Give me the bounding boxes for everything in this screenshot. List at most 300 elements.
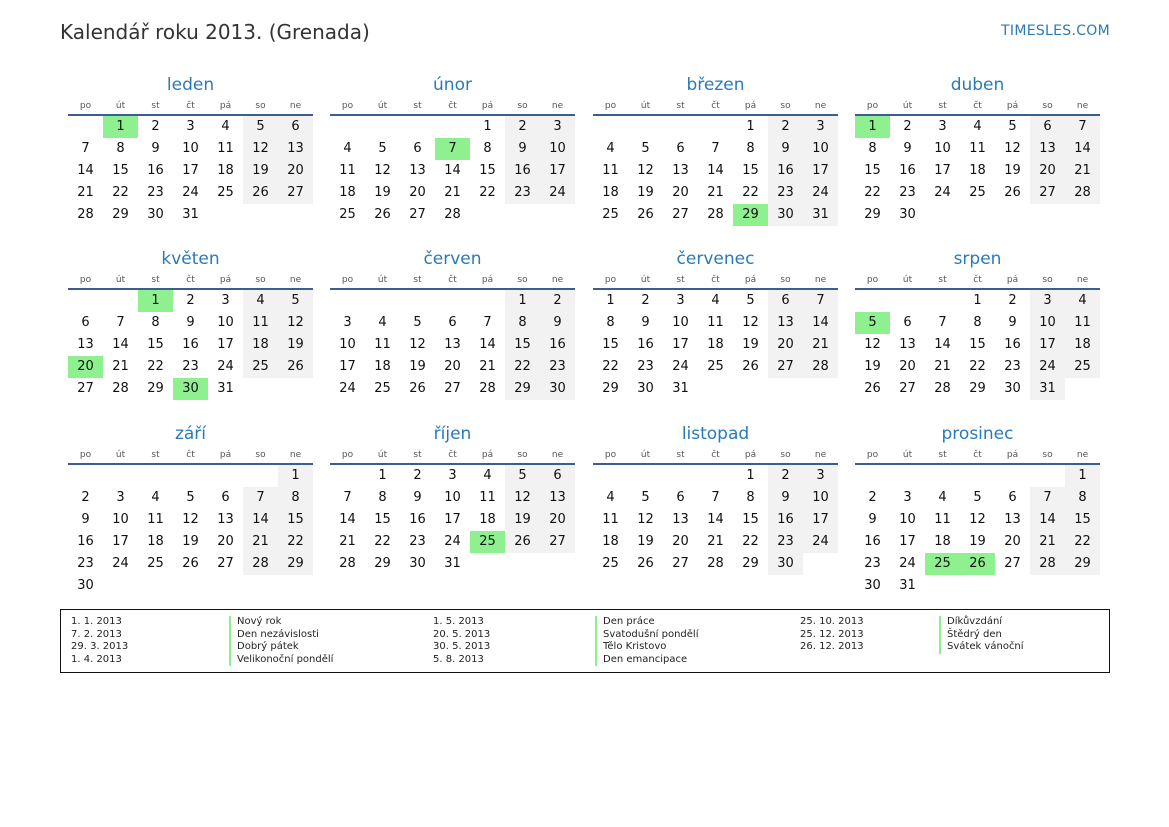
empty-cell: [365, 290, 400, 312]
day-cell: 27: [768, 356, 803, 378]
weekday-label: po: [866, 101, 879, 111]
holiday-names-col-3: [939, 616, 1024, 654]
month-8: [855, 246, 1100, 400]
day-cell: 25: [147, 556, 164, 571]
day-cell: 19: [243, 160, 278, 182]
day-cell: 20: [672, 185, 689, 200]
holiday-date: 5. 8. 2013: [433, 653, 484, 665]
day-cell: 5: [746, 293, 755, 308]
weekday-label: so: [1042, 275, 1053, 285]
day-cell: 9: [186, 315, 195, 330]
day-cell: 25: [707, 359, 724, 374]
holiday-day-cell: 25: [470, 531, 505, 553]
day-cell: 8: [746, 490, 755, 505]
day-cell: 9: [505, 138, 540, 160]
empty-cell: [593, 465, 628, 487]
holiday-names-col-1: [229, 616, 333, 666]
day-cell: 31: [217, 381, 234, 396]
weekday-label: út: [640, 450, 651, 460]
empty-cell: [628, 465, 663, 487]
weekday-label: so: [255, 450, 266, 460]
day-cell: 4: [606, 490, 615, 505]
day-cell: 19: [278, 334, 313, 356]
month-name: květen: [161, 249, 220, 269]
weekday-label: po: [866, 275, 879, 285]
day-cell: 7: [938, 315, 947, 330]
day-cell: 13: [672, 512, 689, 527]
weekday-label: so: [780, 275, 791, 285]
day-cell: 20: [217, 534, 234, 549]
day-cell: 23: [637, 359, 654, 374]
day-cell: 12: [243, 138, 278, 160]
day-cell: 14: [934, 337, 951, 352]
day-cell: 4: [1065, 290, 1100, 312]
empty-cell: [593, 116, 628, 138]
day-cell: 26: [637, 207, 654, 222]
day-cell: 2: [540, 290, 575, 312]
holiday-day-cell: 1: [103, 116, 138, 138]
weekday-label: pá: [1006, 275, 1019, 285]
weekday-label: ne: [551, 450, 564, 460]
day-cell: 8: [868, 141, 877, 156]
day-cell: 11: [1065, 312, 1100, 334]
day-cell: 15: [479, 163, 496, 178]
day-cell: 15: [742, 512, 759, 527]
day-cell: 3: [938, 119, 947, 134]
day-cell: 27: [444, 381, 461, 396]
weekday-header: [593, 272, 838, 290]
day-cell: 12: [637, 512, 654, 527]
weekday-label: st: [938, 450, 947, 460]
empty-cell: [68, 465, 103, 487]
day-cell: 19: [505, 509, 540, 531]
day-cell: 4: [151, 490, 160, 505]
weekday-header: [593, 447, 838, 465]
day-cell: 23: [768, 531, 803, 553]
day-cell: 28: [803, 356, 838, 378]
day-cell: 30: [637, 381, 654, 396]
day-cell: 9: [81, 512, 90, 527]
day-cell: 19: [182, 534, 199, 549]
day-cell: 26: [374, 207, 391, 222]
weekday-label: út: [115, 450, 126, 460]
day-cell: 25: [339, 207, 356, 222]
weekday-label: čt: [711, 275, 720, 285]
day-cell: 20: [899, 359, 916, 374]
holiday-date: 20. 5. 2013: [433, 628, 491, 640]
day-cell: 3: [540, 116, 575, 138]
weekday-label: ne: [289, 101, 302, 111]
month-7: [593, 246, 838, 400]
holiday-list: [60, 609, 1110, 673]
day-cell: 19: [1004, 163, 1021, 178]
day-cell: 25: [217, 185, 234, 200]
day-cell: 24: [672, 359, 689, 374]
weekday-label: pá: [481, 450, 494, 460]
month-12: [855, 421, 1100, 597]
day-cell: 28: [479, 381, 496, 396]
day-cell: 20: [672, 534, 689, 549]
day-cell: 31: [1030, 378, 1065, 400]
day-cell: 28: [1030, 553, 1065, 575]
day-cell: 10: [540, 138, 575, 160]
day-cell: 1: [505, 290, 540, 312]
weekday-label: po: [866, 450, 879, 460]
day-cell: 30: [147, 207, 164, 222]
day-cell: 8: [378, 490, 387, 505]
weekday-label: čt: [448, 101, 457, 111]
holiday-date: 1. 5. 2013: [433, 616, 484, 627]
day-cell: 30: [409, 556, 426, 571]
day-cell: 10: [444, 490, 461, 505]
weekday-label: čt: [448, 275, 457, 285]
holiday-day-cell: 26: [960, 553, 995, 575]
day-cell: 24: [444, 534, 461, 549]
day-cell: 18: [147, 534, 164, 549]
day-cell: 26: [243, 182, 278, 204]
day-cell: 15: [742, 163, 759, 178]
day-cell: 22: [969, 359, 986, 374]
day-cell: 18: [374, 359, 391, 374]
holiday-name: Svátek vánoční: [939, 641, 1024, 654]
day-cell: 13: [1004, 512, 1021, 527]
weekday-header: [593, 98, 838, 116]
day-cell: 29: [969, 381, 986, 396]
day-cell: 8: [505, 312, 540, 334]
day-cell: 9: [903, 141, 912, 156]
day-grid: [68, 290, 313, 400]
weekday-label: pá: [219, 450, 232, 460]
day-cell: 19: [742, 337, 759, 352]
weekday-label: po: [79, 275, 92, 285]
day-cell: 28: [934, 381, 951, 396]
day-cell: 19: [864, 359, 881, 374]
day-cell: 21: [77, 185, 94, 200]
day-cell: 1: [606, 293, 615, 308]
day-cell: 13: [444, 337, 461, 352]
weekday-header: [330, 447, 575, 465]
weekday-label: pá: [744, 101, 757, 111]
day-cell: 3: [1030, 290, 1065, 312]
day-cell: 4: [938, 490, 947, 505]
day-cell: 14: [803, 312, 838, 334]
day-cell: 18: [217, 163, 234, 178]
day-cell: 28: [444, 207, 461, 222]
day-cell: 7: [243, 487, 278, 509]
day-cell: 17: [112, 534, 129, 549]
weekday-label: čt: [186, 275, 195, 285]
day-cell: 30: [768, 553, 803, 575]
day-cell: 11: [243, 312, 278, 334]
holiday-day-cell: 5: [855, 312, 890, 334]
day-cell: 1: [973, 293, 982, 308]
day-cell: 5: [413, 315, 422, 330]
day-cell: 24: [1030, 356, 1065, 378]
day-grid: [855, 290, 1100, 400]
day-cell: 28: [77, 207, 94, 222]
holiday-name: Den práce: [595, 616, 698, 629]
day-cell: 20: [409, 185, 426, 200]
day-cell: 23: [899, 185, 916, 200]
day-cell: 14: [112, 337, 129, 352]
weekday-header: [68, 98, 313, 116]
day-cell: 10: [339, 337, 356, 352]
day-cell: 29: [602, 381, 619, 396]
weekday-header: [330, 98, 575, 116]
day-cell: 25: [969, 185, 986, 200]
day-cell: 12: [742, 315, 759, 330]
day-cell: 3: [903, 490, 912, 505]
day-cell: 15: [969, 337, 986, 352]
weekday-label: st: [938, 101, 947, 111]
day-cell: 4: [711, 293, 720, 308]
day-cell: 17: [339, 359, 356, 374]
day-cell: 11: [217, 141, 234, 156]
day-cell: 5: [243, 116, 278, 138]
month-9: [68, 421, 313, 597]
day-cell: 15: [602, 337, 619, 352]
month-name: prosinec: [941, 424, 1014, 444]
day-cell: 2: [505, 116, 540, 138]
day-cell: 1: [746, 468, 755, 483]
day-cell: 17: [934, 163, 951, 178]
weekday-label: čt: [448, 450, 457, 460]
day-cell: 26: [505, 531, 540, 553]
empty-cell: [365, 116, 400, 138]
day-cell: 16: [864, 534, 881, 549]
weekday-label: ne: [814, 275, 827, 285]
day-cell: 30: [864, 578, 881, 593]
day-cell: 15: [112, 163, 129, 178]
day-cell: 6: [676, 490, 685, 505]
day-cell: 18: [479, 512, 496, 527]
day-cell: 11: [479, 490, 496, 505]
day-cell: 27: [1030, 182, 1065, 204]
day-cell: 9: [413, 490, 422, 505]
month-10: [330, 421, 575, 575]
day-cell: 3: [343, 315, 352, 330]
empty-cell: [960, 465, 995, 487]
day-cell: 18: [707, 337, 724, 352]
day-cell: 3: [116, 490, 125, 505]
day-cell: 27: [899, 381, 916, 396]
day-cell: 26: [182, 556, 199, 571]
day-cell: 26: [278, 356, 313, 378]
day-cell: 5: [278, 290, 313, 312]
day-cell: 10: [1030, 312, 1065, 334]
day-cell: 22: [479, 185, 496, 200]
empty-cell: [470, 290, 505, 312]
day-cell: 24: [540, 182, 575, 204]
weekday-label: so: [1042, 450, 1053, 460]
weekday-label: pá: [219, 275, 232, 285]
weekday-label: so: [517, 101, 528, 111]
day-cell: 2: [641, 293, 650, 308]
day-cell: 5: [378, 141, 387, 156]
day-cell: 10: [934, 141, 951, 156]
day-cell: 10: [899, 512, 916, 527]
day-cell: 3: [448, 468, 457, 483]
day-grid: [593, 290, 838, 400]
day-cell: 25: [602, 207, 619, 222]
day-cell: 15: [147, 337, 164, 352]
day-cell: 21: [1065, 160, 1100, 182]
day-cell: 14: [339, 512, 356, 527]
empty-cell: [173, 465, 208, 487]
holiday-name: Nový rok: [229, 616, 333, 629]
day-cell: 18: [969, 163, 986, 178]
day-cell: 14: [479, 337, 496, 352]
day-grid: [68, 465, 313, 597]
day-cell: 18: [934, 534, 951, 549]
weekday-header: [68, 272, 313, 290]
day-cell: 10: [803, 487, 838, 509]
day-cell: 28: [243, 553, 278, 575]
day-cell: 20: [444, 359, 461, 374]
day-cell: 17: [540, 160, 575, 182]
holiday-dates-col-3: [800, 616, 864, 654]
day-cell: 4: [243, 290, 278, 312]
day-cell: 16: [768, 160, 803, 182]
weekday-label: so: [517, 275, 528, 285]
day-cell: 29: [374, 556, 391, 571]
day-cell: 19: [969, 534, 986, 549]
holiday-day-cell: 7: [435, 138, 470, 160]
day-cell: 21: [934, 359, 951, 374]
day-cell: 14: [77, 163, 94, 178]
weekday-label: pá: [744, 275, 757, 285]
day-cell: 7: [711, 490, 720, 505]
month-name: únor: [433, 75, 472, 95]
day-cell: 10: [672, 315, 689, 330]
weekday-label: st: [676, 275, 685, 285]
day-cell: 13: [77, 337, 94, 352]
day-cell: 22: [374, 534, 391, 549]
empty-cell: [890, 290, 925, 312]
day-cell: 7: [711, 141, 720, 156]
day-cell: 5: [973, 490, 982, 505]
day-cell: 17: [899, 534, 916, 549]
day-cell: 3: [803, 116, 838, 138]
day-cell: 22: [602, 359, 619, 374]
day-cell: 28: [707, 556, 724, 571]
day-cell: 20: [768, 334, 803, 356]
day-cell: 15: [278, 509, 313, 531]
day-cell: 9: [868, 512, 877, 527]
empty-cell: [400, 116, 435, 138]
weekday-label: út: [640, 101, 651, 111]
day-cell: 12: [374, 163, 391, 178]
day-cell: 24: [899, 556, 916, 571]
day-cell: 21: [707, 534, 724, 549]
day-cell: 19: [637, 185, 654, 200]
holiday-date: 25. 12. 2013: [800, 628, 864, 640]
weekday-label: čt: [973, 450, 982, 460]
holiday-day-cell: 20: [68, 356, 103, 378]
day-cell: 16: [540, 334, 575, 356]
day-cell: 26: [637, 556, 654, 571]
day-cell: 23: [1004, 359, 1021, 374]
day-cell: 29: [147, 381, 164, 396]
day-cell: 1: [483, 119, 492, 134]
day-cell: 1: [378, 468, 387, 483]
day-cell: 16: [182, 337, 199, 352]
day-cell: 2: [903, 119, 912, 134]
day-cell: 17: [182, 163, 199, 178]
weekday-label: ne: [814, 450, 827, 460]
day-cell: 28: [339, 556, 356, 571]
weekday-label: út: [902, 275, 913, 285]
day-cell: 12: [182, 512, 199, 527]
holiday-date: 1. 4. 2013: [71, 653, 122, 665]
day-cell: 23: [77, 556, 94, 571]
day-grid: [330, 290, 575, 400]
month-2: [330, 72, 575, 226]
weekday-label: čt: [711, 450, 720, 460]
day-cell: 9: [540, 312, 575, 334]
holiday-name: Den nezávislosti: [229, 629, 333, 642]
day-cell: 10: [182, 141, 199, 156]
day-cell: 27: [217, 556, 234, 571]
day-cell: 16: [77, 534, 94, 549]
weekday-label: pá: [1006, 101, 1019, 111]
day-cell: 11: [339, 163, 356, 178]
empty-cell: [330, 290, 365, 312]
day-cell: 3: [221, 293, 230, 308]
weekday-label: po: [79, 101, 92, 111]
holiday-day-cell: 29: [733, 204, 768, 226]
day-cell: 11: [602, 512, 619, 527]
day-cell: 14: [707, 512, 724, 527]
brand-link[interactable]: TIMESLES.COM: [1001, 23, 1110, 39]
empty-cell: [663, 116, 698, 138]
holiday-date: 26. 12. 2013: [800, 641, 864, 653]
day-grid: [68, 116, 313, 226]
day-grid: [593, 465, 838, 575]
empty-cell: [855, 290, 890, 312]
empty-cell: [400, 290, 435, 312]
day-cell: 26: [864, 381, 881, 396]
holiday-day-cell: 1: [855, 116, 890, 138]
empty-cell: [698, 116, 733, 138]
holiday-dates-col-1: [71, 616, 128, 666]
weekday-label: so: [255, 275, 266, 285]
day-cell: 22: [742, 534, 759, 549]
day-cell: 6: [768, 290, 803, 312]
day-cell: 31: [444, 556, 461, 571]
day-cell: 6: [676, 141, 685, 156]
day-cell: 22: [505, 356, 540, 378]
day-cell: 17: [672, 337, 689, 352]
weekday-label: po: [341, 101, 354, 111]
empty-cell: [995, 465, 1030, 487]
weekday-label: st: [676, 101, 685, 111]
month-6: [330, 246, 575, 400]
empty-cell: [1030, 465, 1065, 487]
day-cell: 15: [1065, 509, 1100, 531]
day-cell: 4: [483, 468, 492, 483]
day-cell: 11: [707, 315, 724, 330]
month-name: duben: [950, 75, 1005, 95]
day-cell: 29: [742, 556, 759, 571]
day-cell: 6: [413, 141, 422, 156]
empty-cell: [925, 465, 960, 487]
holiday-name: Tělo Kristovo: [595, 641, 698, 654]
day-cell: 11: [147, 512, 164, 527]
day-cell: 6: [903, 315, 912, 330]
day-cell: 2: [151, 119, 160, 134]
day-cell: 18: [602, 185, 619, 200]
